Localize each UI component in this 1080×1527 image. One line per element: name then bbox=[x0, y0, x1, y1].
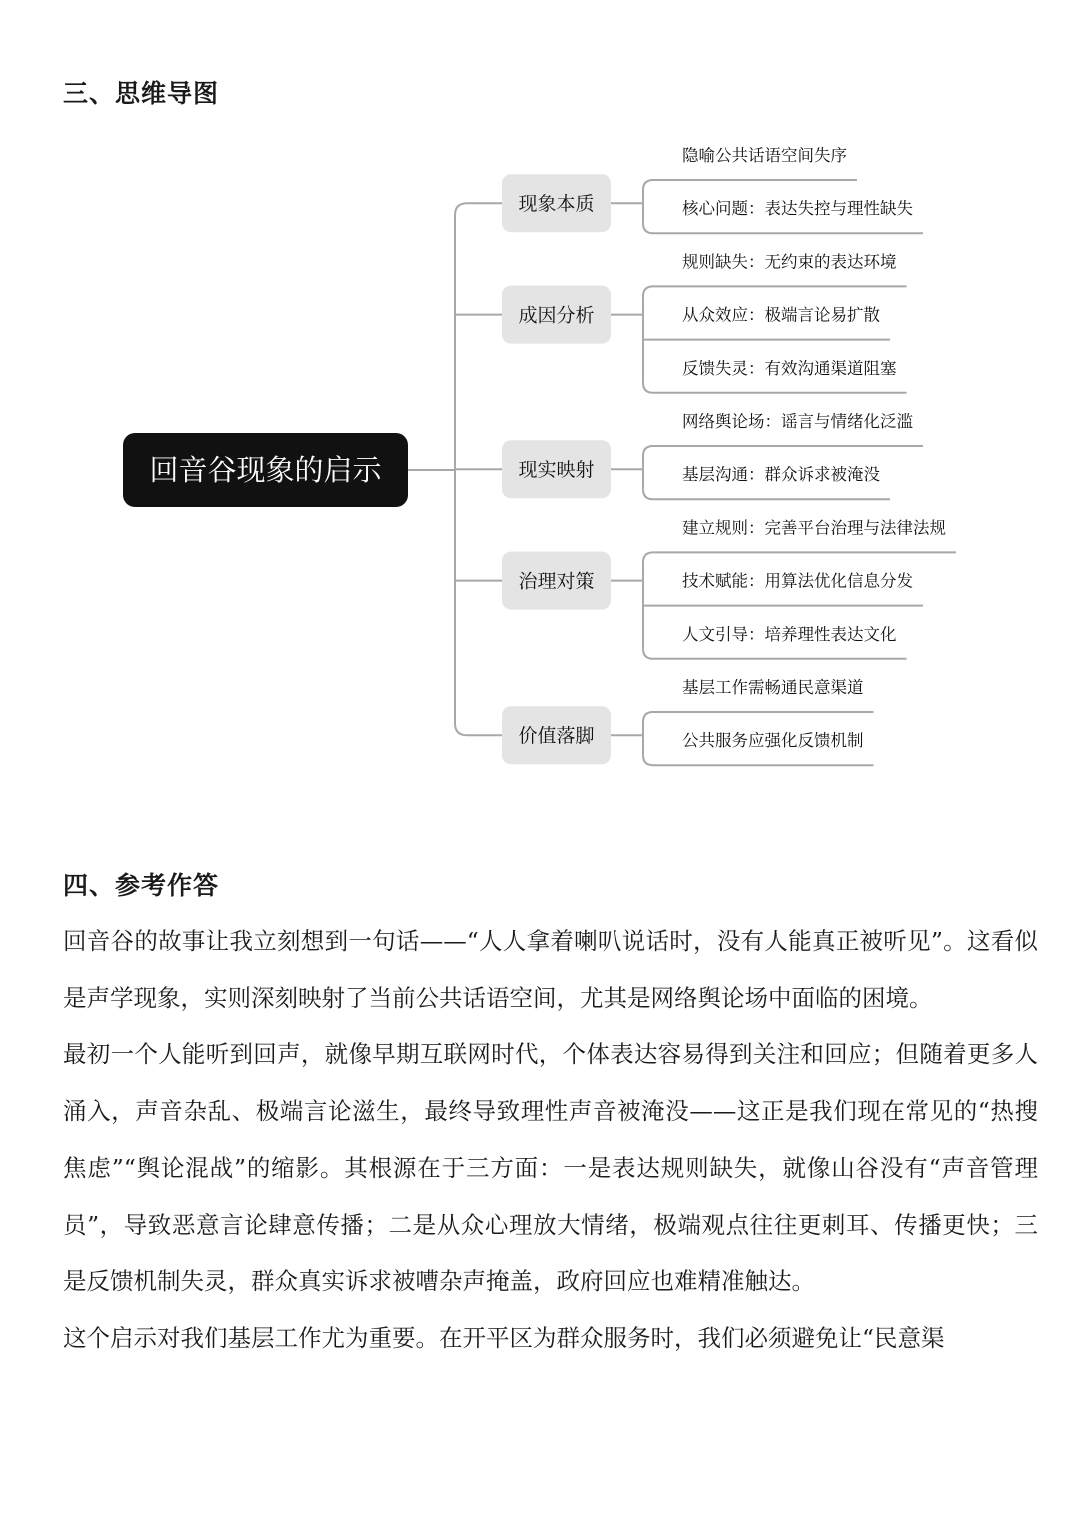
branch-label: 成因分析 bbox=[518, 304, 595, 327]
leaf-underline bbox=[643, 223, 923, 233]
branch-label: 现象本质 bbox=[518, 193, 595, 216]
leaf-underline bbox=[643, 286, 907, 296]
leaf-underline bbox=[643, 552, 956, 562]
leaf-label: 公共服务应强化反馈机制 bbox=[682, 731, 864, 751]
leaf-label: 隐喻公共话语空间失序 bbox=[682, 146, 847, 165]
branch-label: 治理对策 bbox=[518, 570, 595, 593]
mind-map bbox=[0, 120, 1080, 800]
leaf-underline bbox=[643, 446, 923, 456]
leaf-underline bbox=[643, 712, 874, 722]
leaf-underline bbox=[643, 755, 874, 765]
leaf-label: 网络舆论场：谣言与情绪化泛滥 bbox=[682, 412, 913, 431]
branch-label: 现实映射 bbox=[518, 459, 595, 482]
leaf-underline bbox=[643, 489, 890, 499]
leaf-label: 规则缺失：无约束的表达环境 bbox=[682, 252, 897, 272]
leaf-label: 反馈失灵：有效沟通渠道阻塞 bbox=[682, 358, 897, 378]
leaf-underline bbox=[643, 649, 907, 659]
leaf-label: 技术赋能：用算法优化信息分发 bbox=[682, 571, 913, 591]
leaf-label: 基层工作需畅通民意渠道 bbox=[682, 678, 864, 697]
leaf-label: 人文引导：培养理性表达文化 bbox=[682, 624, 897, 644]
leaf-underline bbox=[643, 180, 857, 190]
answer-paragraph-3: 这个启示对我们基层工作尤为重要。在开平区为群众服务时，我们必须避免让“民意渠 bbox=[63, 1323, 945, 1352]
leaf-label: 从众效应：极端言论易扩散 bbox=[682, 305, 880, 325]
section-heading-answer: 四、参考作答 bbox=[63, 871, 220, 900]
root-label: 回音谷现象的启示 bbox=[149, 453, 382, 487]
leaf-label: 核心问题：表达失控与理性缺失 bbox=[682, 199, 913, 219]
answer-body bbox=[63, 913, 1038, 1367]
leaf-underline bbox=[643, 383, 907, 393]
branch-label: 价值落脚 bbox=[518, 725, 595, 748]
leaf-label: 基层沟通：群众诉求被淹没 bbox=[682, 465, 880, 485]
leaf-label: 建立规则：完善平台治理与法律法规 bbox=[682, 518, 946, 538]
answer-paragraph-2: 最初一个人能听到回声，就像早期互联网时代，个体表达容易得到关注和回应；但随着更多人涌入，声音杂乱、极端言论滋生，最终导致理性声音被淹没——这正是我们现在常见的“热搜焦虑”“舆论混战”的缩影。其根源在于三方面：一是表达规则缺失，就像山谷没有“声音管理员”，导致恶意言论肆意传播；二是从众心理放大情绪，极端观点往往更刺耳、传播更快；三是反馈机制失灵，群众真实诉求被嘈杂声掩盖，政府回应也难精准触达。 bbox=[63, 1040, 1038, 1296]
answer-paragraph-1: 回音谷的故事让我立刻想到一句话——“人人拿着喇叭说话时，没有人能真正被听见”。这看似是声学现象，实则深刻映射了当前公共话语空间，尤其是网络舆论场中面临的困境。 bbox=[63, 927, 1038, 1012]
section-heading-mindmap: 三、思维导图 bbox=[63, 79, 220, 108]
